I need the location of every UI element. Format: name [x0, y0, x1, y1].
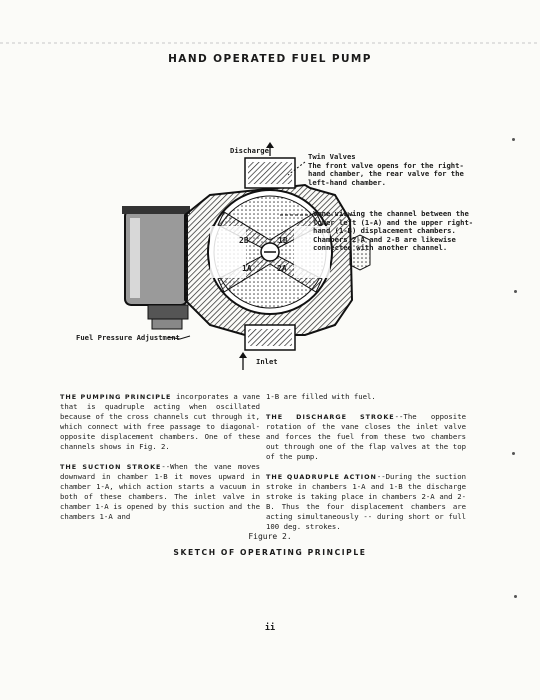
discharge-pipe	[245, 158, 295, 188]
page-title: HAND OPERATED FUEL PUMP	[168, 53, 372, 65]
discharge-stroke-heading: THE DISCHARGE STROKE	[266, 413, 395, 421]
twin-valves-text: The front valve opens for the right-hand chamber, the rear valve for the left-hand chamber.	[308, 160, 464, 187]
scan-edge	[0, 42, 540, 44]
scan-speck	[512, 452, 515, 455]
vane-label: Vane viewing the channel between the lower left (1-A) and the upper right-hand (1-B) displacement chambers. Chambers 2-A and 2-B are likewise connected with another channel.	[313, 209, 474, 253]
chamber-label-2b: 2B	[239, 236, 249, 245]
inlet-label: Inlet	[256, 357, 278, 366]
discharge-stroke-body: --The opposite rotation of the vane closes the inlet valve and forces the fuel from these two chambers out through one of the flap valves at the top of the pump.	[266, 412, 466, 461]
pump-body	[185, 185, 352, 335]
right-column	[266, 392, 466, 542]
pumping-principle-body: incorporates a vane that is quadruple acting when oscillated because of the cross channels cut through it, which connect with free passage to diagonal-opposite displacement chambers. One of these channels shows in Fig. 2.	[60, 392, 260, 451]
scan-speck	[514, 290, 517, 293]
page-number: ii	[264, 623, 276, 633]
left-column	[60, 392, 260, 532]
pumping-principle-heading: THE PUMPING PRINCIPLE	[60, 393, 172, 401]
filter-cylinder	[122, 206, 190, 329]
fuel-pressure-label: Fuel Pressure Adjustment	[76, 333, 180, 342]
suction-stroke-heading: THE SUCTION STROKE	[60, 463, 162, 471]
scan-speck	[514, 595, 517, 598]
chamber-label-1a: 1A	[242, 264, 252, 273]
chamber-label-1b: 1B	[278, 236, 288, 245]
twin-valves-label	[308, 153, 478, 187]
twin-valves-heading: Twin Valves	[308, 152, 356, 161]
suction-stroke-body: --When the vane moves downward in chamber 1-B it moves upward in chamber 1-A, which action starts a vacuum in both of these chambers. The inlet valve in chamber 1-A is opened by this suction and the chambers 1-A and	[60, 462, 260, 521]
figure-caption: Figure 2.	[248, 532, 292, 541]
quadruple-action-body: --During the suction stroke in chambers 1-A and 1-B the discharge stroke is taking place in chambers 2-A and 2-B. Thus the four displacement chambers are acting simultaneously -- during short or full 100 deg. strokes.	[266, 472, 466, 531]
figure-title: SKETCH OF OPERATING PRINCIPLE	[173, 548, 367, 557]
discharge-label: Discharge	[230, 146, 269, 155]
inlet-pipe	[245, 325, 295, 350]
scan-speck	[512, 138, 515, 141]
suction-continued: 1-B are filled with fuel.	[266, 392, 376, 401]
quadruple-action-heading: THE QUADRUPLE ACTION	[266, 473, 377, 481]
chamber-label-2a: 2A	[277, 264, 287, 273]
